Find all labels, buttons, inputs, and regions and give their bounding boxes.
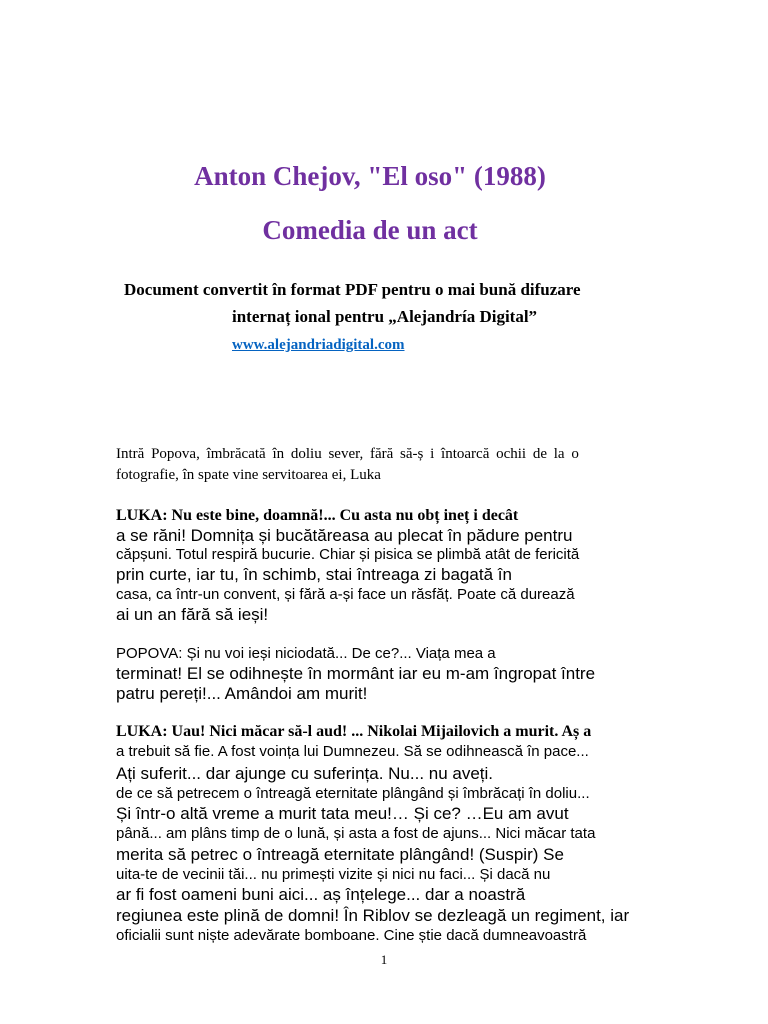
dialogue-line: terminat! El se odihnește în mormânt iar eu m-am îngropat între — [116, 664, 596, 683]
dialogue-line: ai un an fără să ieși! — [116, 605, 269, 624]
dialogue-line: a se răni! Domnița și bucătăreasa au plecat în pădure pentru — [116, 526, 573, 545]
dialogue-line: casa, ca într-un convent, și fără a-și face un răsfăț. Poate că durează — [116, 586, 575, 603]
dialogue-line: prin curte, iar tu, în schimb, stai întreaga zi bagată în — [116, 565, 512, 584]
page-number: 1 — [380, 952, 388, 967]
dialogue-line: a trebuit să fie. A fost voința lui Dumnezeu. Să se odihnească în pace... — [116, 743, 589, 760]
dialogue-line: Și într-o altă vreme a murit tata meu!… Și ce? …Eu am avut — [116, 804, 569, 823]
dialogue-line: până... am plâns timp de o lună, și asta a fost de ajuns... Nici măcar tata — [116, 825, 596, 842]
stage-direction-line-1: Intră Popova, îmbrăcată în doliu sever, fără să-ș i întoarcă ochii de la o — [116, 446, 579, 462]
dialogue-line: regiunea este plină de domni! În Riblov se dezleagă un regiment, iar — [116, 906, 630, 925]
document-title: Anton Chejov, "El oso" (1988) — [194, 161, 546, 192]
dialogue-line: patru pereți!... Amândoi am murit! — [116, 684, 368, 703]
dialogue-line: oficialii sunt niște adevărate bomboane. Cine știe dacă dumneavoastră — [116, 927, 587, 944]
dialogue-line: de ce să petrecem o întreagă eternitate plângând și îmbrăcați în doliu... — [116, 785, 590, 802]
dialogue-line: Ați suferit... dar ajunge cu suferința. Nu... nu aveți. — [116, 764, 494, 783]
dialogue-line: căpșuni. Totul respiră bucurie. Chiar și pisica se plimbă atât de fericită — [116, 546, 580, 563]
notice-line-2: internaț ional pentru „Alejandría Digital” — [232, 307, 538, 326]
website-link[interactable]: www.alejandriadigital.com — [232, 337, 405, 353]
stage-direction-line-2: fotografie, în spate vine servitoarea ei, Luka — [116, 467, 381, 483]
dialogue-line: LUKA: Nu este bine, doamnă!... Cu asta nu obț ineț i decât — [116, 507, 519, 524]
dialogue-line: LUKA: Uau! Nici măcar să-l aud! ... Nikolai Mijailovich a murit. Aș a — [116, 723, 592, 740]
dialogue-line: uita-te de vecinii tăi... nu primești vizite și nici nu faci... Și dacă nu — [116, 866, 551, 883]
document-subtitle: Comedia de un act — [262, 215, 478, 246]
dialogue-line: POPOVA: Și nu voi ieși niciodată... De ce?... Viața mea a — [116, 645, 496, 662]
notice-line-1: Document convertit în format PDF pentru o mai bună difuzare — [124, 280, 581, 299]
dialogue-line: merita să petrec o întreagă eternitate plângând! (Suspir) Se — [116, 845, 564, 864]
dialogue-line: ar fi fost oameni buni aici... aș înțelege... dar a noastră — [116, 885, 526, 904]
